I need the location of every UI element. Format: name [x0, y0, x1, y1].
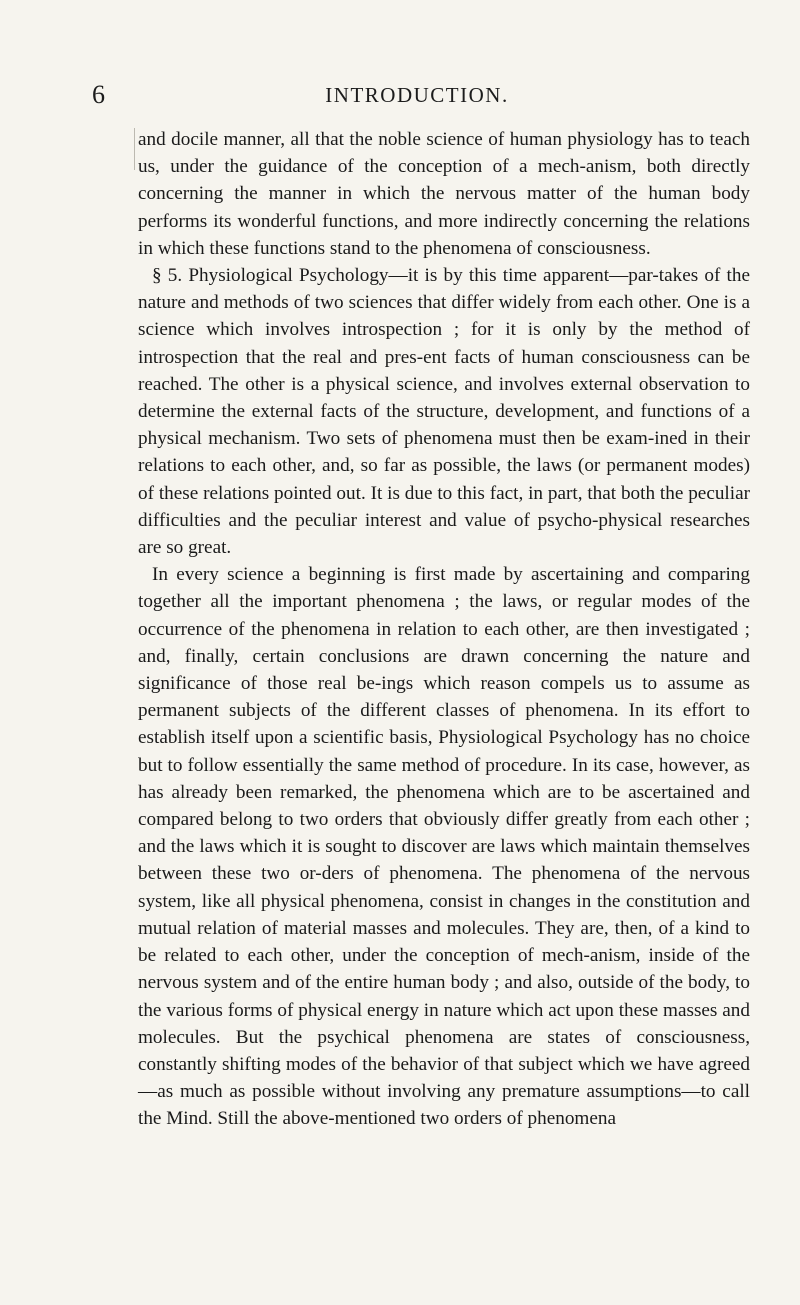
page-header [92, 80, 742, 110]
paragraph: and docile manner, all that the noble science of human physiology has to teach us, under the guidance of the conception of a mech-anism, both directly concerning the manner in which the nervous matter of the human body performs its wonderful functions, and more indirectly concerning the relations in which these functions stand to the phenomena of consciousness. [138, 129, 750, 259]
paragraph: § 5. Physiological Psychology—it is by this time apparent—par-takes of the nature and methods of two sciences that differ widely from each other. One is a science which involves introspection ; for it is only by the method of introspection that the real and pres-ent facts of human consciousness can be reached. The other is a physical science, and involves external observation to determine the external facts of the structure, development, and functions of a physical mechanism. Two sets of phenomena must then be exam-ined in their relations to each other, and, so far as possible, the laws (or permanent modes) of these relations pointed out. It is due to this fact, in part, that both the peculiar difficulties and the peculiar interest and value of psycho-physical researches are so great. [138, 265, 750, 559]
body-text [138, 126, 750, 1133]
page-number: 6 [92, 80, 105, 109]
margin-mark [134, 128, 135, 170]
margin-bleed-through [50, 615, 130, 895]
paragraph: In every science a beginning is first made by ascertaining and comparing together all the important phenomena ; the laws, or regular modes of the occurrence of the phenomena in relation to each other, are then investigated ; and, finally, certain conclusions are drawn concerning the nature and significance of those real be-ings which reason compels us to assume as permanent subjects of the different classes of phenomena. In its effort to establish itself upon a scientific basis, Physiological Psychology has no choice but to follow essentially the same method of procedure. In its case, however, as has already been remarked, the phenomena which are to be ascertained and compared belong to two orders that obviously differ greatly from each other ; and the laws which it is sought to discover are laws which maintain themselves between these two or-ders of phenomena. The phenomena of the nervous system, like all physical phenomena, consist in changes in the constitution and mutual relation of material masses and molecules. They are, then, of a kind to be related to each other, under the conception of mech-anism, inside of the nervous system and of the entire human body ; and also, outside of the body, to the various forms of physical energy in nature which act upon these masses and molecules. But the psychical phenomena are states of consciousness, constantly shifting modes of the behavior of that subject which we have agreed—as much as possible without involving any premature assumptions—to call the Mind. Still the above-mentioned two orders of phenomena [138, 564, 750, 1130]
running-head: INTRODUCTION. [325, 83, 509, 107]
